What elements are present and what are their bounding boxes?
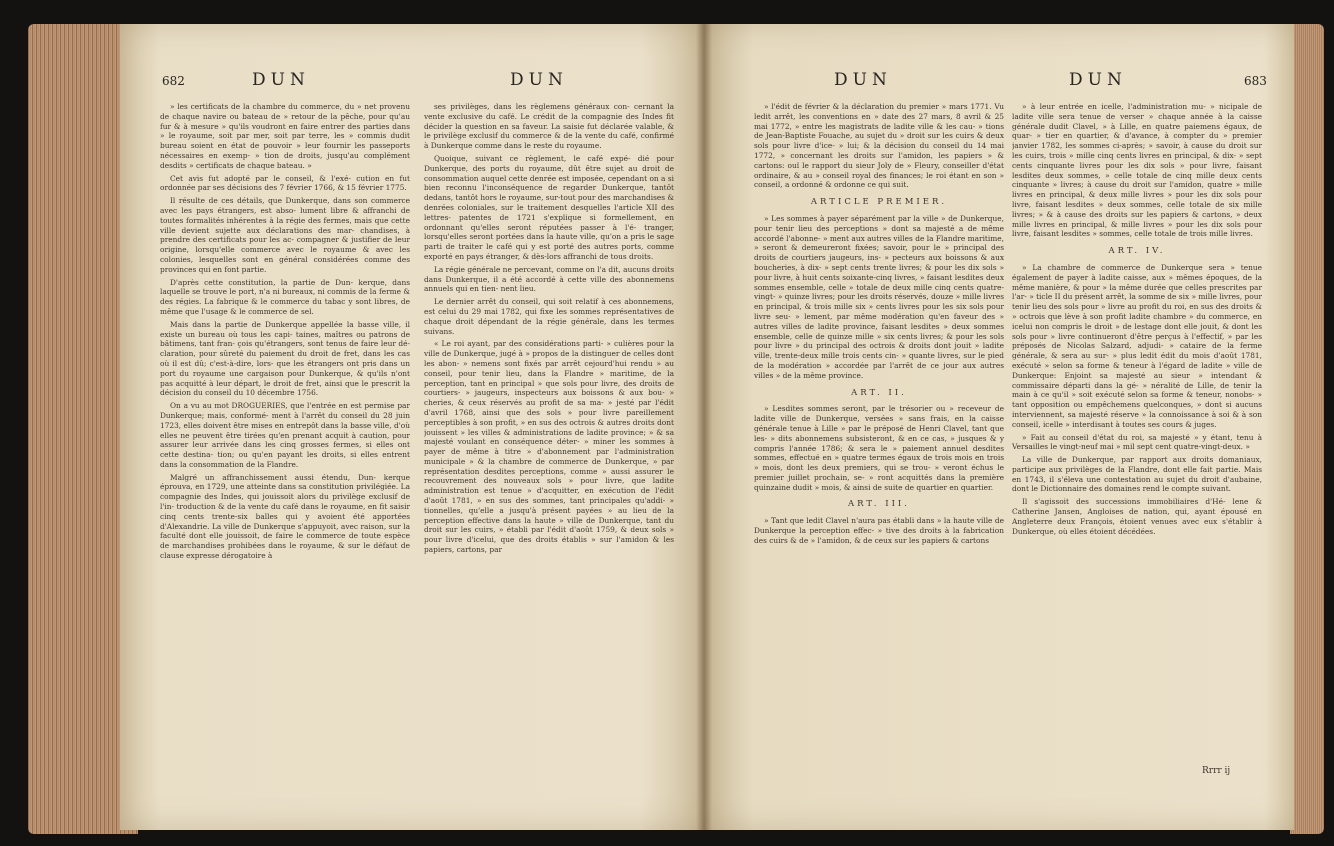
right-page-column-1 — [754, 102, 1004, 549]
paragraph: » les certificats de la chambre du commerce, du » net provenu de chaque navire ou bateau de » retour de la pêche, pour qu'au fur & à mesure » qu'ils voudront en faire entrer des parties dans » le royaume, soit par mer, soit par terre, les » commis dudit bureau soient en état de pouvoir » leur fournir les passeports nécessaires en exemp- » tion de droits, jusqu'au complément desdits » certificats de chaque bateau. » — [160, 102, 410, 170]
paragraph: Il résulte de ces détails, que Dunkerque, dans son commerce avec les pays étrangers, est abso- lument libre & affranchi de toutes formalités inhérentes à la régie des fermes, mais que cette ville devient sujette aux déclarations des mar- chandises, à prendre des certificats pour les ac- compagner & justifier de leur origine, lorsqu'elle commerce avec le royaume & avec les colonies, lesquelles sont en général considérées comme des provinces qui en font partie. — [160, 196, 410, 274]
paragraph: » à leur entrée en icelle, l'administration mu- » nicipale de ladite ville sera tenue de verser » chaque année à la caisse générale dudit Clavel, » à Lille, en quatre paiemens égaux, de quar- » tier en quartier, & d'avance, à compter du » premier janvier 1782, les sommes ci-après; » savoir, à cause du droit sur les cuirs, trois » mille cinq cents livres en principal, & dix- » sept cents cinquante livres pour les dix sols » pour livre, faisant lesdites deux sommes, » celle totale de cinq mille deux cents cinquante » livres; à cause du droit sur l'amidon, quatre » mille livres en principal, & deux mille livres » pour les dix sols pour livre, faisant lesdites » deux sommes, celle totale de six mille livres; » & à cause des droits sur les papiers & cartons, » deux mille livres en principal, & mille livres » pour les dix sols pour livre, faisant lesdites » sommes, celle totale de trois mille livres. — [1012, 102, 1262, 239]
running-head-left-1: DUN — [252, 70, 310, 90]
running-head-left-2: DUN — [510, 70, 568, 90]
paragraph: D'après cette constitution, la partie de Dun- kerque, dans laquelle se trouve le port, n'a ni bureaux, ni commis de la ferme & des régies. La fabrique & le commerce du tabac y sont libres, de même que l'usage & le commerce de sel. — [160, 277, 410, 316]
signature-mark: Rrrr ij — [1202, 766, 1231, 776]
book-gutter — [696, 24, 712, 830]
open-book — [28, 14, 1324, 840]
paragraph: » Tant que ledit Clavel n'aura pas établi dans » la haute ville de Dunkerque la perception effec- » tive des droits à la fabrication des cuirs & de » l'amidon, & de ceux sur les papiers & cartons — [754, 516, 1004, 545]
left-page — [120, 24, 704, 830]
paragraph: » Fait au conseil d'état du roi, sa majesté » y étant, tenu à Versailles le vingt-neuf mai » mil sept cent quatre-vingt-deux. » — [1012, 432, 1262, 452]
paragraph: Mais dans la partie de Dunkerque appellée la basse ville, il existe un bureau où tous les capi- taines, maîtres ou patrons de bâtimens, tant fran- çois qu'étrangers, sont tenus de faire leur dé- claration, pour sûreté du paiement du droit de fret, dans les cas où il est dû; c'est-à-dire, lors- que les étrangers ont pris dans un port du royaume une cargaison pour Dunkerque, & qu'ils n'ont pas acquitté à leur départ, le droit de fret, ainsi que le prescrit la décision du conseil du 10 décembre 1756. — [160, 319, 410, 398]
running-head-right-1: DUN — [834, 70, 892, 90]
paragraph: » Lesdites sommes seront, par le trésorier ou » receveur de ladite ville de Dunkerque, versées » sans frais, en la caisse générale tenue à Lille » par le préposé de Henri Clavel, tant que les- » dits abonnemens subsisteront, & en ce cas, » jusques & y compris l'année 1786; & sera le » paiement annuel desdites sommes, effectué en » quatre termes égaux de trois mois en trois » mois, dont les deux premiers, qui se trou- » veront échus le premier juillet prochain, se- » ront acquittés dans la première quinzaine dudit » mois, & ainsi de suite de quartier en quartier. — [754, 404, 1004, 492]
paragraph: La régie générale ne percevant, comme on l'a dit, aucuns droits dans Dunkerque, il a été accordé à cette ville des abonnemens annuels qui en tien- nent lieu. — [424, 264, 674, 294]
article-heading: ART. II. — [851, 387, 907, 398]
paragraph: Cet avis fut adopté par le conseil, & l'exé- cution en fut ordonnée par ses décisions des 7 février 1766, & 15 février 1775. — [160, 173, 410, 193]
paragraph: Malgré un affranchissement aussi étendu, Dun- kerque éprouva, en 1729, une atteinte dans sa constitution privilégiée. La compagnie des Indes, qui jouissoit alors du privilège exclusif de l'in- troduction & de la vente du café dans le royaume, en fit saisir cinq cents trente-six balles qui y avoient été apportées d'Alexandrie. La ville de Dunkerque s'appuyoit, avec raison, sur la faculté dont elle jouissoit, de faire le commerce de toute espèce de marchandises prohibées dans le royaume, & sur le défaut de clause expresse dérogatoire à — [160, 472, 410, 561]
paragraph: Le dernier arrêt du conseil, qui soit relatif à ces abonnemens, est celui du 29 mai 1782, qui fixe les sommes représentatives de chaque droit dépendant de la régie générale, dans les termes suivans. — [424, 297, 674, 336]
paragraph: « Le roi ayant, par des considérations parti- » culières pour la ville de Dunkerque, jugé à » propos de la distinguer de celles dont les abon- » nemens sont fixés par arrêt cejourd'hui rendu » au conseil, pour tenir lieu, dans la Flandre » maritime, de la perception, tant en principal » que sols pour livre, des droits de courtiers- » jaugeurs, inspecteurs aux boissons & aux bou- » cheries, & ceux réservés au profit de sa ma- » jesté par l'édit d'avril 1768, ainsi que des sols » pour livre pareillement perceptibles à son profit, » en sus des octrois & autres droits dont jouissent » les villes & administrations de ladite province; » & sa majesté voulant en conséquence déter- » miner les sommes à payer de même à titre » d'abonnement par l'administration municipale » & la chambre de commerce de Dunkerque, » par représentation desdites perceptions, comme » aussi assurer le recouvrement des nouveaux sols » pour livre, que ladite administration est tenue » d'acquitter, en exécution de l'édit d'août 1781, » en sus des sommes, tant principales qu'addi- » tionnelles, qu'elle a jusqu'à présent payées » au lieu de la perception effective dans la haute » ville de Dunkerque, tant du droit sur les cuirs, » établi par l'édit d'août 1759, & deux sols » pour livre d'icelui, que des droits établis » sur l'amidon & les papiers, cartons, par — [424, 339, 674, 555]
paragraph: Il s'agissoit des successions immobiliaires d'Hé- lene & Catherine Jansen, Angloises de nation, qui, ayant épousé en Angleterre deux François, étoient venues avec eux s'établir à Dunkerque, où elles étoient décédées. — [1012, 497, 1262, 536]
paragraph: » La chambre de commerce de Dunkerque sera » tenue également de payer à ladite caisse, aux » mêmes époques, de la même manière, & pour » la même durée que celles prescrites par l'ar- » ticle II du présent arrêt, la somme de six » mille livres, pour tenir lieu des sols pour » livre au profit du roi, en sus des droits & » octrois que lève à son profit ladite chambre » du commerce, en icelui non compris le droit » de lestage dont elle jouit, & dont les sols pour » livre continueront d'être perçus à l'effectif, » par les préposés de Nicolas Salzard, adjudi- » cataire de la ferme générale, & sera au sur- » plus ledit édit du mois d'août 1781, exécuté » selon sa forme & teneur à l'égard de ladite » ville de Dunkerque: Enjoint sa majesté au sieur » intendant & commissaire départi dans la gé- » néralité de Lille, de tenir la main à ce qu'il » soit exécuté selon sa forme & teneur, nonobs- » tant opposition ou empêchemens quelconques, » dont si aucuns interviennent, sa majesté réserve » la connoissance à soi & à son conseil, icelle » interdisant à toutes ses cours & juges. — [1012, 262, 1262, 429]
right-page — [704, 24, 1294, 830]
right-page-column-2 — [1012, 102, 1262, 539]
paragraph: ses privilèges, dans les règlemens généraux con- cernant la vente exclusive du café. Le crédit de la compagnie des Indes fit décider la question en sa faveur. La saisie fut déclarée valable, & le privilège exclusif du commerce & de la vente du café, confirmé à Dunkerque comme dans le reste du royaume. — [424, 102, 674, 151]
article-heading: ARTICLE PREMIER. — [810, 197, 948, 208]
paragraph: Quoique, suivant ce règlement, le café expé- dié pour Dunkerque, des ports du royaume, dût être sujet au droit de consommation auquel cette denrée est imposée, cependant on a si bien reconnu l'inconséquence de regarder Dunkerque, tantôt dedans, tantôt hors le royaume, sur-tout pour des marchandises & denrées coloniales, sur le traitement desquelles l'article XII des lettres- patentes de 1721 s'explique si formellement, en ordonnant qu'elles seront réputées passer à l'é- tranger, lorsqu'elles seront portées dans la haute ville, qu'on a pris le sage parti de traiter le café qui y est porté des autres ports, comme exporté en pays étranger, & dès-lors affranchi de tous droits. — [424, 153, 674, 261]
running-head-right-2: DUN — [1069, 70, 1127, 90]
article-heading: ART. III. — [848, 499, 910, 510]
page-number-left: 682 — [162, 74, 185, 88]
paragraph: La ville de Dunkerque, par rapport aux droits domaniaux, participe aux privilèges de la Flandre, dont elle fait partie. Mais en 1743, il s'éleva une contestation au sujet du droit d'aubaine, dont le Dictionnaire des domaines rend le compte suivant. — [1012, 455, 1262, 494]
left-page-column-1 — [160, 102, 410, 564]
paragraph: » Les sommes à payer séparément par la ville » de Dunkerque, pour tenir lieu des perceptions » dont sa majesté a de même accordé l'abonne- » ment aux autres villes de la Flandre maritime, » seront & demeureront fixées; savoir, pour le » principal des droits de courtiers jaugeurs, ins- » pecteurs aux boissons & aux boucheries, à dix- » sept cents trente livres; & pour les dix sols » pour livre, à huit cents soixante-cinq livres, » faisant lesdites deux sommes ensemble, celle » totale de deux mille cinq cents quatre-vingt- » quinze livres; pour les droits réservés, douze » mille livres en principal, & trois mille six » cents livres pour les six sols pour livre seu- » lement, par même modération qu'en faveur des » autres villes de ladite province, faisant lesdites » deux sommes ensemble, celle de quinze mille » six cents livres; & pour les sols pour livre » du principal des octrois & droits dont jouit » ladite ville, trente-deux mille trois cents cin- » quante livres, sur le pied de la modération » accordée par l'arrêt de ce jour aux autres villes » de la même province. — [754, 213, 1004, 380]
page-number-right: 683 — [1244, 74, 1267, 88]
page-stack-right — [1290, 24, 1324, 834]
left-page-column-2 — [424, 102, 674, 558]
paragraph: » l'édit de février & la déclaration du premier » mars 1771. Vu ledit arrêt, les conventions en » date des 27 mars, 8 avril & 25 mai 1772, » entre les magistrats de ladite ville & les cau- » tions de Jean-Baptiste Fouache, au sujet du » droit sur les cuirs & deux sols pour livre d'ice- » lui; & la décision du conseil du 14 mai 1772, » concernant les droits sur l'amidon, les papiers » & cartons: ouï le rapport du sieur Joly de » Fleury, conseiller d'état ordinaire, & au » conseil royal des finances; le roi étant en son » conseil, a ordonné & ordonne ce qui suit. — [754, 102, 1004, 190]
article-heading: ART. IV. — [1108, 246, 1166, 257]
paragraph: On a vu au mot DROGUERIES, que l'entrée en est permise par Dunkerque; mais, conformé- ment à l'arrêt du conseil du 28 juin 1723, elles doivent être mises en entrepôt dans la basse ville, d'où elles ne peuvent être tirées qu'en prenant acquit à caution, pour assurer leur arrivée dans les cinq grosses fermes, si elles ont cette destina- tion; ou qu'en payant les droits, si elles entrent dans la consommation de la Flandre. — [160, 401, 410, 469]
